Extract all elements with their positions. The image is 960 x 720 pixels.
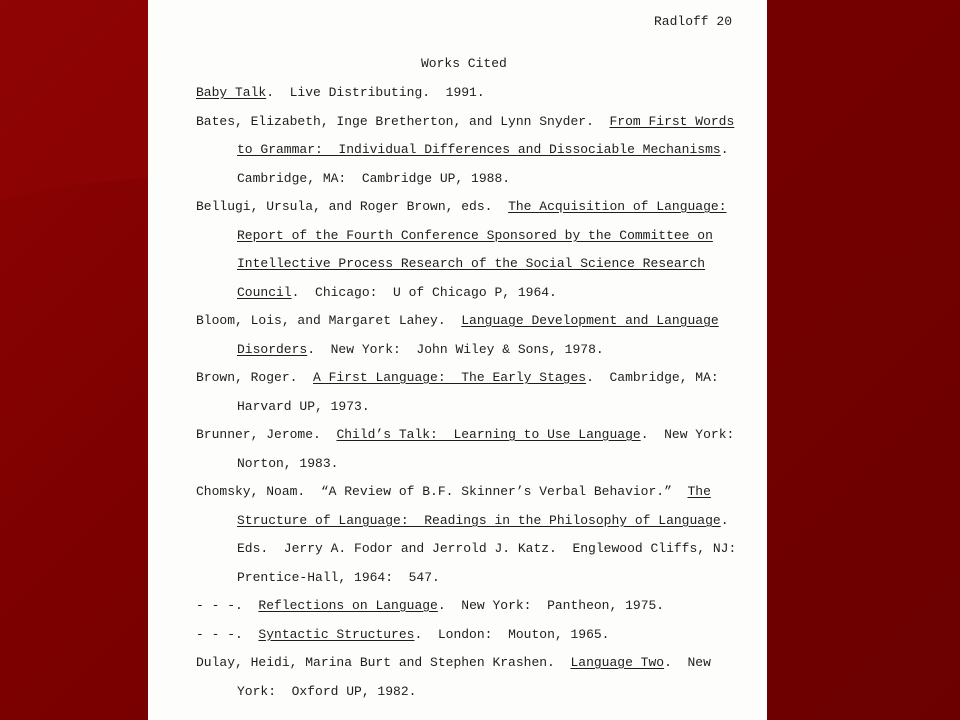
citation-line <box>237 141 729 159</box>
citation-text: . New York: <box>640 427 735 442</box>
citation-text: Eds. Jerry A. Fodor and Jerrold J. Katz. Englewood Cliffs, NJ: <box>237 541 737 556</box>
citation-title-text: Structure of Language: Readings in the Philosophy of Language <box>237 513 721 528</box>
citation-title-text: From First Words <box>609 114 735 129</box>
citation-line <box>196 113 734 131</box>
citation-title-text: A First Language: The Early Stages <box>313 370 587 385</box>
citation-title-text: Language Two <box>570 655 665 670</box>
citation-text: Brunner, Jerome. <box>196 427 337 442</box>
citation-title-text: Baby Talk <box>196 85 267 100</box>
citation-title-text: Reflections on Language <box>258 598 438 613</box>
citation-line <box>237 512 729 530</box>
citation-text: . New York: Pantheon, 1975. <box>437 598 665 613</box>
citation-line <box>196 626 610 644</box>
citation-title-text: Council <box>237 285 292 300</box>
citation-line <box>237 170 510 188</box>
citation-text: - - -. <box>196 627 259 642</box>
citation-line <box>196 426 734 444</box>
citation-text: Cambridge, MA: Cambridge UP, 1988. <box>237 171 511 186</box>
citation-text: Bellugi, Ursula, and Roger Brown, eds. <box>196 199 509 214</box>
citation-line <box>196 597 664 615</box>
citation-text: Dulay, Heidi, Marina Burt and Stephen Krashen. <box>196 655 571 670</box>
citation-text: - - -. <box>196 598 259 613</box>
citation-title-text: Syntactic Structures <box>258 627 415 642</box>
citation-line <box>196 369 719 387</box>
citation-text: . <box>720 142 729 157</box>
page-header: Radloff 20 <box>654 14 733 29</box>
citation-title-text: Child’s Talk: Learning to Use Language <box>336 427 641 442</box>
citation-text: . <box>720 513 729 528</box>
citation-line <box>237 569 440 587</box>
citation-text: . Live Distributing. 1991. <box>266 85 485 100</box>
citation-text: Brown, Roger. <box>196 370 314 385</box>
citation-title-text: The Acquisition of Language: <box>508 199 727 214</box>
citation-line <box>196 198 727 216</box>
citation-text: . Chicago: U of Chicago P, 1964. <box>291 285 557 300</box>
citation-text: Bloom, Lois, and Margaret Lahey. <box>196 313 462 328</box>
citation-line <box>237 398 370 416</box>
citation-line <box>237 227 713 245</box>
citation-line <box>237 341 604 359</box>
citation-text: . Cambridge, MA: <box>586 370 719 385</box>
citation-line <box>196 312 719 330</box>
citation-line <box>237 284 557 302</box>
citation-title-text: to Grammar: Individual Differences and Dissociable Mechanisms <box>237 142 721 157</box>
citation-text: Harvard UP, 1973. <box>237 399 370 414</box>
citation-line <box>237 455 338 473</box>
citation-line <box>237 255 705 273</box>
citation-title-text: Report of the Fourth Conference Sponsored by the Committee on <box>237 228 713 243</box>
citation-text: Bates, Elizabeth, Inge Bretherton, and Lynn Snyder. <box>196 114 610 129</box>
citation-text: Norton, 1983. <box>237 456 339 471</box>
citation-line <box>196 84 485 102</box>
document-page <box>148 0 767 720</box>
citation-text: Chomsky, Noam. “A Review of B.F. Skinner’s Verbal Behavior.” <box>196 484 688 499</box>
citation-line <box>196 483 711 501</box>
citation-title-text: Disorders <box>237 342 308 357</box>
citation-title-text: Language Development and Language <box>461 313 719 328</box>
citation-text: . New York: John Wiley & Sons, 1978. <box>307 342 604 357</box>
citation-title-text: The <box>687 484 711 499</box>
citation-text: Prentice-Hall, 1964: 547. <box>237 570 440 585</box>
citation-line <box>237 540 736 558</box>
citation-text: . New <box>664 655 711 670</box>
citation-line <box>196 654 711 672</box>
works-cited-title: Works Cited <box>421 56 507 71</box>
citation-title-text: Intellective Process Research of the Social Science Research <box>237 256 706 271</box>
citation-text: York: Oxford UP, 1982. <box>237 684 417 699</box>
citation-text: . London: Mouton, 1965. <box>414 627 610 642</box>
citation-line <box>237 683 416 701</box>
